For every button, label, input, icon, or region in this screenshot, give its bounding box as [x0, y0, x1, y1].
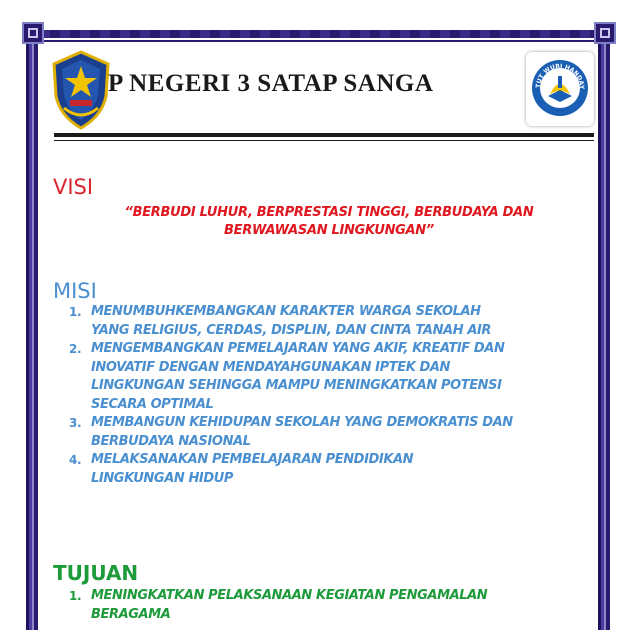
frame-top-line	[30, 40, 610, 42]
list-item-line: MENINGKATKAN PELAKSANAAN KEGIATAN PENGAMALAN	[91, 588, 488, 603]
list-item	[53, 340, 598, 414]
misi-heading: MISI	[53, 279, 97, 303]
list-item-line: MENUMBUHKEMBANGKAN KARAKTER WARGA SEKOLAH	[91, 304, 481, 319]
list-item	[53, 303, 598, 340]
header-divider-thin	[54, 140, 594, 141]
list-item	[53, 414, 598, 451]
list-item	[53, 451, 598, 488]
list-item-line: BERBUDAYA NASIONAL	[91, 433, 251, 449]
visi-heading: VISI	[53, 175, 94, 199]
header-divider-thick	[54, 133, 594, 137]
visi-statement	[79, 204, 579, 240]
list-item	[53, 587, 598, 624]
list-item-line: BERAGAMA	[91, 606, 171, 622]
frame-corner-right	[594, 22, 616, 44]
frame-corner-left	[22, 22, 44, 44]
list-item-line: LINGKUNGAN SEHINGGA MAMPU MENINGKATKAN POTENSI	[91, 378, 502, 393]
regional-emblem-icon	[50, 50, 112, 130]
tut-wuri-handayani-logo	[526, 52, 594, 126]
list-item-line: LINGKUNGAN HIDUP	[91, 470, 234, 486]
list-item-line: MELAKSANAKAN PEMBELAJARAN PENDIDIKAN	[91, 452, 414, 467]
list-item-line: MENGEMBANGKAN PEMELAJARAN YANG AKIF, KREATIF DAN	[91, 341, 505, 356]
frame-right-border	[598, 30, 610, 630]
frame-left-border	[26, 30, 38, 630]
tujuan-heading: TUJUAN	[53, 561, 139, 585]
tut-wuri-handayani-icon	[526, 52, 594, 126]
tujuan-list	[53, 587, 598, 624]
misi-list	[53, 303, 598, 488]
list-number: 2.	[69, 342, 82, 356]
visi-line: “BERBUDI LUHUR, BERPRESTASI TINGGI, BERBUDAYA DAN	[124, 205, 534, 220]
list-item-line: MEMBANGUN KEHIDUPAN SEKOLAH YANG DEMOKRATIS DAN	[91, 415, 513, 430]
list-number: 1.	[69, 589, 82, 603]
svg-text:TUT WURI HANDAYANI: TUT WURI HANDAY	[534, 62, 586, 89]
page-title: P NEGERI 3 SATAP SANGA	[108, 70, 434, 97]
visi-line: BERWAWASAN LINGKUNGAN”	[224, 223, 434, 238]
list-item-line: INOVATIF DENGAN MENDAYAHGUNAKAN IPTEK DAN	[91, 359, 451, 375]
list-number: 1.	[69, 305, 82, 319]
list-item-line: SECARA OPTIMAL	[91, 396, 214, 412]
list-number: 4.	[69, 453, 82, 467]
page-header	[42, 46, 598, 132]
frame-top-border	[30, 30, 610, 38]
list-item-line: YANG RELIGIUS, CERDAS, DISPLIN, DAN CINTA TANAH AIR	[91, 322, 492, 338]
list-number: 3.	[69, 416, 82, 430]
